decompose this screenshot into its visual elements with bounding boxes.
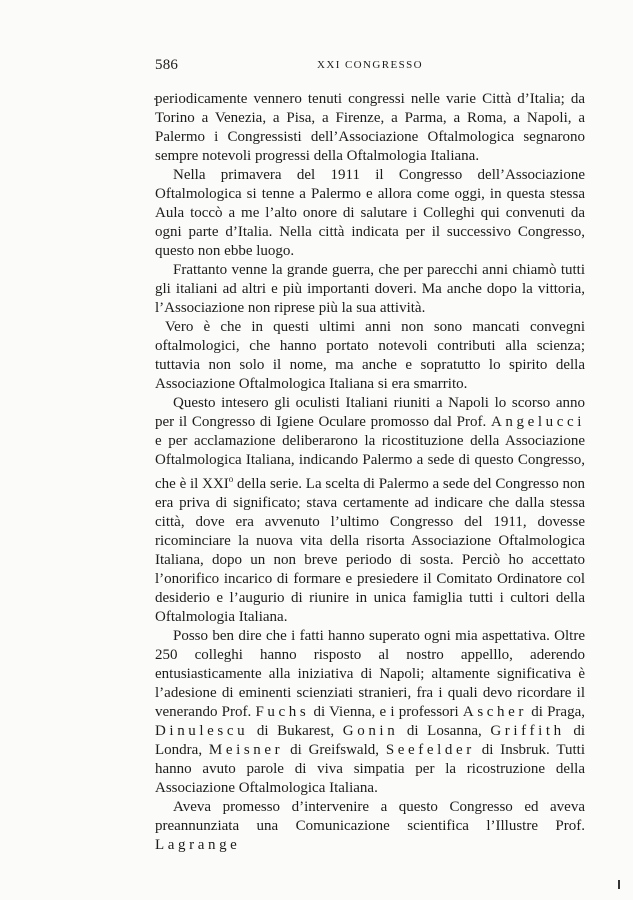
corner-mark (618, 880, 620, 889)
text-run: di Insbruk. Tutti hanno avuto parole di viva simpatia per la ricostruzione della Associazione Oftalmologica Italiana. (155, 742, 585, 796)
text-run: di Praga, (527, 704, 585, 720)
text-run: della serie. La scelta di Palermo a sede del Congresso non era priva di significato; stava certamente ad indicare che dalla stessa città, dove era avvenuto l’ultimo Congresso del 1911, dovesse ricominciare la nuova vita della risorta Associazione Oftalmologica Italiana, dopo un non breve periodo di sosta. Perciò ho accettato l’onorifico incarico di formare e presiedere il Comitato Ordinatore col desiderio e l’augurio di riunire in unica famiglia tutti i cultori della Oftalmologia Italiana. (155, 476, 585, 625)
text-run: di Londra, (155, 723, 585, 758)
spaced-name: Gonin (342, 723, 399, 739)
text-run: Posso ben dire che i fatti hanno superato ogni mia aspettativa. Oltre 250 colleghi hanno risposto al nostro appelllo, aderendo entusiasticamente alla iniziativa di Napoli; altamente significativa è l’adesione di eminenti scienziati stranieri, fra i quali devo ricordare il venerando Prof. (155, 628, 585, 720)
paragraph (155, 798, 585, 855)
spaced-name: Lagrange (155, 837, 241, 853)
spaced-name: Angelucci (490, 414, 585, 430)
paragraph (155, 318, 585, 394)
text-run: di Losanna, (398, 723, 491, 739)
text-run: di Bukarest, (248, 723, 343, 739)
paragraph (155, 627, 585, 798)
text-run: Questo intesero gli oculisti Italiani riuniti a Napoli lo scorso anno per il Congresso di Igiene Oculare promosso dal Prof. (155, 395, 585, 430)
text-run: e per acclamazione deliberarono la ricostituzione della Associazione Oftalmologica Italiana, indicando Palermo a sede di questo Congresso, che è il XXI (155, 433, 585, 492)
text-run: Nella primavera del 1911 il Congresso dell’Associazione Oftalmologica si tenne a Palermo e allora come oggi, in questa stessa Aula toccò a me l’alto onore di salutare i Colleghi qui convenuti da ogni parte d’Italia. Nella città indicata per il successivo Congresso, questo non ebbe luogo. (155, 167, 585, 259)
ordinal-superscript: o (228, 474, 234, 484)
spaced-name: Dinulescu (155, 723, 249, 739)
body-text (155, 90, 585, 855)
paragraph (155, 166, 585, 261)
spaced-name: Meisner (208, 742, 284, 758)
running-head: XXI CONGRESSO (317, 59, 423, 71)
text-run: Frattanto venne la grande guerra, che per parecchi anni chiamò tutti gli italiani ad altri e più importanti doveri. Ma anche dopo la vittoria, l’Associazione non riprese più la sua attività. (155, 262, 585, 316)
text-run: Aveva promesso d’intervenire a questo Congresso ed aveva preannunziata una Comunicazione scientifica l’Illustre Prof. (155, 799, 585, 834)
page-header (155, 57, 585, 79)
text-run: di Vienna, e i professori (309, 704, 463, 720)
text-run: periodicamente vennero tenuti congressi nelle varie Città d’Italia; da Torino a Venezia, a Pisa, a Firenze, a Parma, a Roma, a Napoli, a Palermo i Congressisti dell’Associazione Oftalmologica segnarono sempre notevoli progressi della Oftalmologia Italiana. (155, 91, 585, 164)
spaced-name: Fuchs (255, 704, 310, 720)
spaced-name: Ascher (462, 704, 528, 720)
paragraph (155, 261, 585, 318)
page-number: 586 (155, 57, 179, 73)
text-run: di Greifswald, (283, 742, 386, 758)
text-run: Vero è che in questi ultimi anni non sono mancati convegni oftalmologici, che hanno portato notevoli contributi alla scienza; tuttavia non solo il nome, ma anche e sopratutto lo spirito della Associazione Oftalmologica Italiana si era smarrito. (155, 319, 585, 392)
spaced-name: Griffith (490, 723, 565, 739)
paragraph (155, 90, 585, 166)
spaced-name: Seefelder (385, 742, 475, 758)
paragraph (155, 394, 585, 627)
